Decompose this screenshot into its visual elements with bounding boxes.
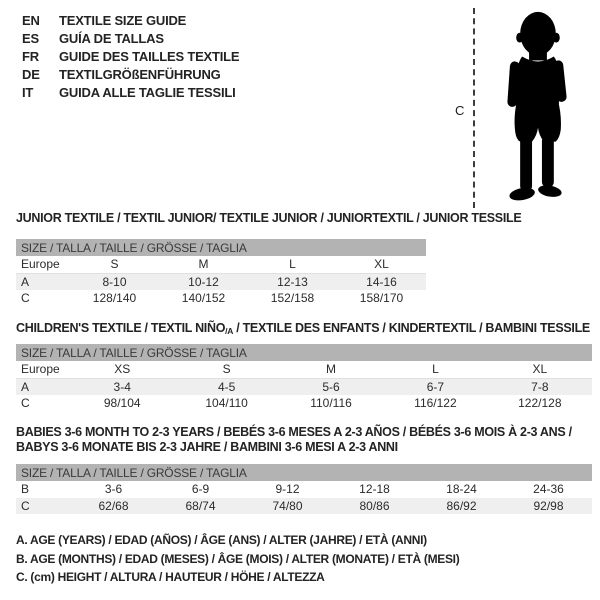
table-row [16,395,592,412]
language-row-de [22,66,239,84]
table-value: 6-9 [191,482,210,497]
section-title-babies [16,425,581,455]
table-row [16,481,592,498]
language-title: GUÍA DE TALLAS [59,31,164,46]
height-measure-dashed-line [473,8,475,208]
table-value: 8-10 [102,274,127,289]
table-value: 68/74 [185,498,216,513]
table-columns-row [16,361,592,379]
table-row [16,498,592,515]
legend-note-c: C. (cm) HEIGHT / ALTURA / HAUTEUR / HÖHE / ALTEZZA [16,570,325,584]
table-value: 4-5 [217,379,236,394]
table-value: 12-13 [277,274,308,289]
table-size-header: SIZE / TALLA / TAILLE / GRÖSSE / TAGLIA [16,464,592,481]
section-title-babies-line2: BABYS 3-6 MONATE BIS 2-3 JAHRE / BAMBINI 3-6 MESI A 2-3 ANNI [16,440,398,454]
row-label: C [21,498,30,513]
table-value: 5-6 [322,379,340,394]
table-value: 116/122 [414,396,457,411]
column-header: L [289,257,296,272]
column-header: S [110,257,119,272]
table-value: 10-12 [188,274,219,289]
table-value: 98/104 [103,396,141,411]
language-code: FR [22,49,39,64]
row-label: B [21,482,30,497]
column-header: S [222,362,231,377]
language-code: DE [22,67,40,82]
column-header: M [326,362,337,377]
baby-silhouette-figure [486,5,586,208]
table-value: 80/86 [359,498,390,513]
row-label: Europe [21,257,60,272]
table-value: 12-18 [359,482,390,497]
language-row-it [22,84,239,102]
table-value: 74/80 [272,498,303,513]
language-row-en [22,12,239,30]
table-value: 9-12 [275,482,300,497]
language-code: IT [22,85,34,100]
table-row [16,379,592,396]
language-list [22,12,239,102]
table-row [16,274,426,291]
table-value: 104/110 [205,396,248,411]
column-header: XL [374,257,389,272]
height-measure-label: C [455,103,465,118]
column-header: XL [532,362,548,377]
table-value: 86/92 [446,498,477,513]
row-label: A [21,274,30,289]
table-size-header: SIZE / TALLA / TAILLE / GRÖSSE / TAGLIA [16,344,592,361]
table-row [16,290,426,307]
table-value: 152/158 [270,291,315,306]
language-code: EN [22,13,40,28]
table-columns-row [16,256,426,274]
language-title: GUIDE DES TAILLES TEXTILE [59,49,240,64]
junior-size-table [16,239,426,307]
table-value: 110/116 [310,396,352,411]
row-label: A [21,379,30,394]
language-title: GUIDA ALLE TAGLIE TESSILI [59,85,236,100]
babies-size-table [16,464,592,514]
column-header: L [432,362,439,377]
table-size-header: SIZE / TALLA / TAILLE / GRÖSSE / TAGLIA [16,239,426,256]
table-value: 128/140 [92,291,137,306]
row-label: C [21,291,30,306]
language-title: TEXTILE SIZE GUIDE [59,13,187,28]
children-size-table [16,344,592,412]
table-value: 158/170 [359,291,404,306]
section-title-junior: JUNIOR TEXTILE / TEXTIL JUNIOR/ TEXTILE JUNIOR / JUNIORTEXTIL / JUNIOR TESSILE [16,211,522,225]
row-label: C [21,396,30,411]
table-value: 24-36 [533,482,564,497]
row-label: Europe [21,362,60,377]
table-value: 62/68 [98,498,129,513]
section-title-babies-line1: BABIES 3-6 MONTH TO 2-3 YEARS / BEBÉS 3-6 MESES A 2-3 AÑOS / BÉBÉS 3-6 MOIS À 2-3 ANS / [16,425,572,439]
legend-notes [16,531,459,587]
section-title-children-sub: /A [225,326,234,336]
language-code: ES [22,31,39,46]
section-title-children [16,321,590,336]
table-value: 18-24 [446,482,477,497]
section-title-children-post: / TEXTILE DES ENFANTS / KINDERTEXTIL / BAMBINI TESSILE [233,321,590,335]
section-title-children-pre: CHILDREN'S TEXTILE / TEXTIL NIÑO [16,321,226,335]
table-value: 122/128 [518,396,562,411]
legend-note-a: A. AGE (YEARS) / EDAD (AÑOS) / ÂGE (ANS) / ALTER (JAHRE) / ETÀ (ANNI) [16,533,427,547]
legend-note-b: B. AGE (MONTHS) / EDAD (MESES) / ÂGE (MOIS) / ALTER (MONATE) / ETÀ (MESI) [16,551,460,566]
language-title: TEXTILGRÖßENFÜHRUNG [59,67,221,82]
table-value: 6-7 [426,379,445,394]
table-value: 7-8 [531,379,549,394]
table-value: 3-4 [113,379,131,394]
language-row-es [22,30,239,48]
table-value: 140/152 [181,291,226,306]
table-value: 14-16 [366,274,397,289]
table-value: 92/98 [533,498,564,513]
table-value: 3-6 [104,482,123,497]
column-header: XS [114,362,131,377]
language-row-fr [22,48,239,66]
column-header: M [198,257,209,272]
